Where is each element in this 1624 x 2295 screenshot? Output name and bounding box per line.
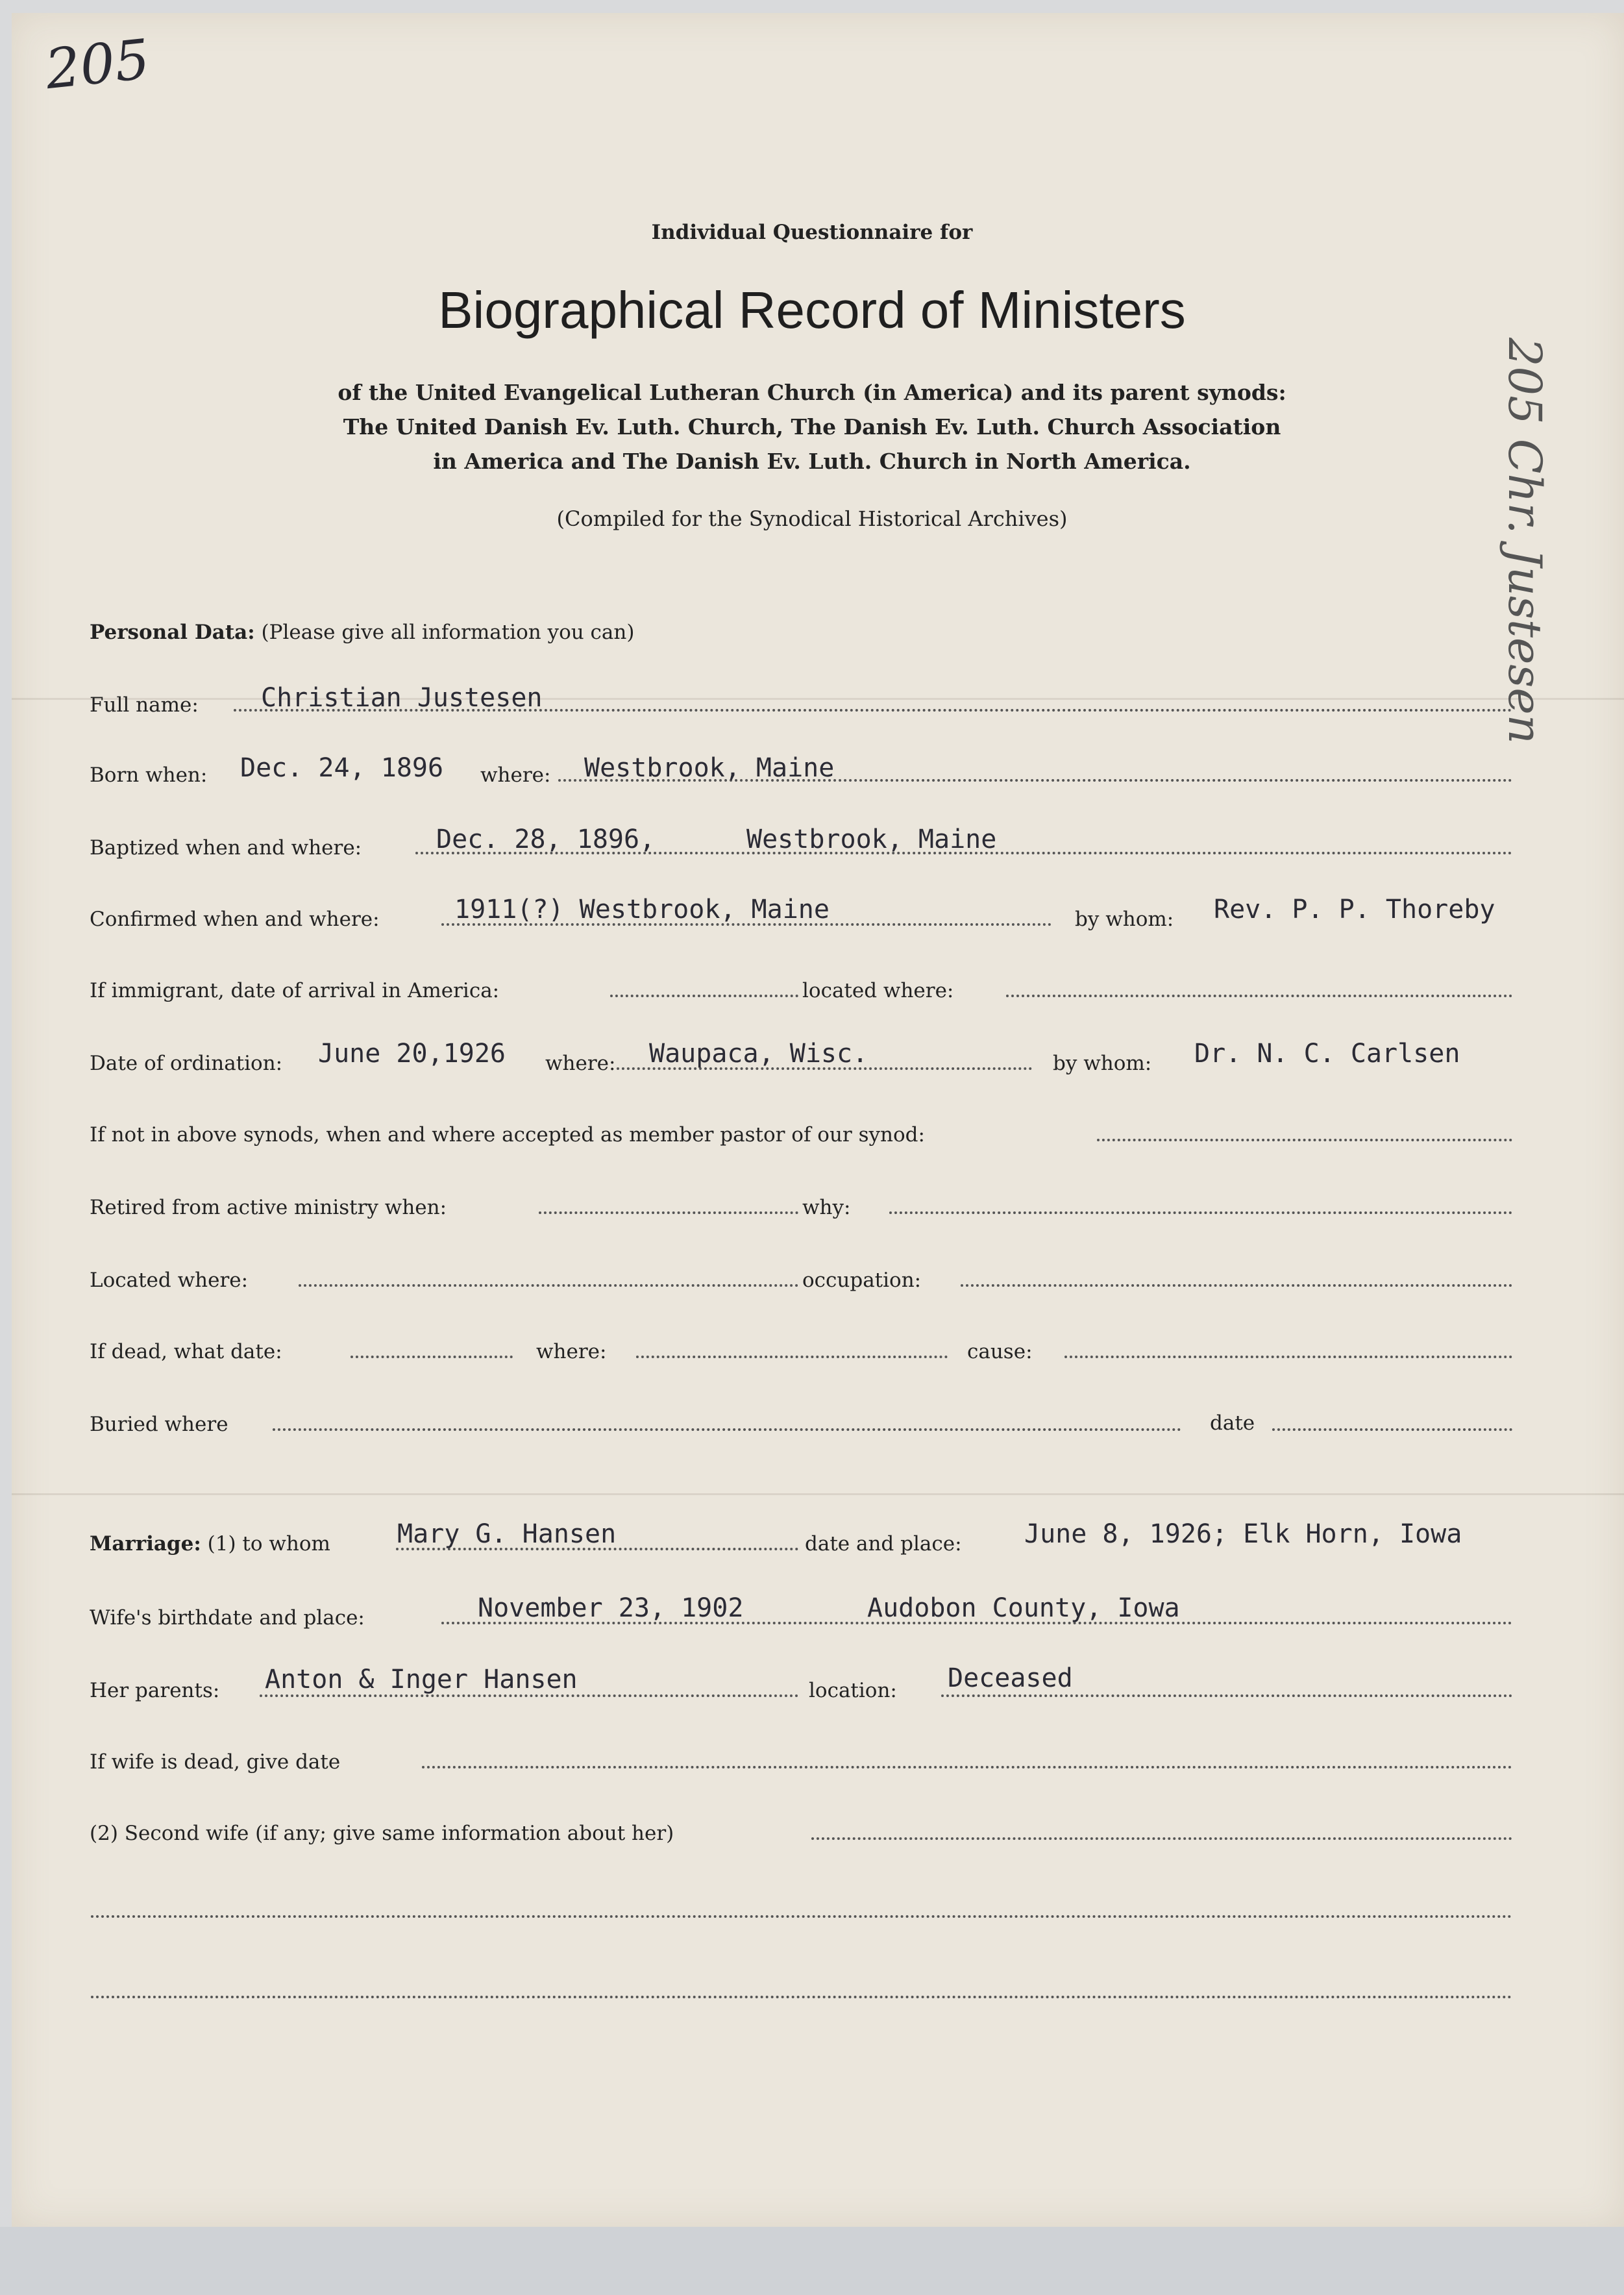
baptized-where-field[interactable]: Westbrook, Maine (746, 825, 997, 854)
second-wife-line[interactable] (91, 1996, 1512, 1998)
date-place-field[interactable]: June 8, 1926; Elk Horn, Iowa (1024, 1519, 1462, 1549)
retired-when-line[interactable] (539, 1211, 798, 1214)
section-title: Personal Data: (90, 621, 255, 644)
scan-background (0, 2227, 1624, 2295)
immigrant-located-line[interactable] (1006, 995, 1512, 997)
ordination-by-field[interactable]: Dr. N. C. Carlsen (1194, 1039, 1460, 1069)
marriage-heading (90, 1532, 330, 1556)
location-label: location: (809, 1679, 897, 1702)
location-field[interactable]: Deceased (948, 1663, 1073, 1693)
parents-field[interactable]: Anton & Inger Hansen (265, 1665, 578, 1694)
page-fold (12, 1493, 1624, 1495)
synods-line: in America and The Danish Ev. Luth. Church in North America. (433, 449, 1191, 474)
handwritten-side-note: 205 Chr. Justesen (1498, 338, 1551, 744)
dead-label: If dead, what date: (90, 1340, 282, 1363)
buried-label: Buried where (90, 1413, 228, 1436)
born-date-field[interactable]: Dec. 24, 1896 (240, 753, 444, 783)
buried-where-line[interactable] (273, 1428, 1181, 1431)
confirmed-by-field[interactable]: Rev. P. P. Thoreby (1214, 895, 1495, 924)
personal-data-heading (90, 621, 634, 644)
born-where-field[interactable]: Westbrook, Maine (584, 753, 835, 783)
synods-line: of the United Evangelical Lutheran Church (in America) and its parent synods: (338, 380, 1286, 405)
baptized-date-field[interactable]: Dec. 28, 1896, (436, 825, 656, 854)
occupation-line[interactable] (961, 1284, 1512, 1287)
ordination-label: Date of ordination: (90, 1052, 283, 1075)
confirmed-label: Confirmed when and where: (90, 908, 380, 931)
synods-description (0, 375, 1624, 478)
wife-birth-place-field[interactable]: Audobon County, Iowa (867, 1593, 1180, 1623)
dead-cause-line[interactable] (1064, 1356, 1512, 1358)
occupation-label: occupation: (802, 1269, 922, 1292)
ordination-by-label: by whom: (1053, 1052, 1152, 1075)
to-whom-field[interactable]: Mary G. Hansen (397, 1519, 617, 1549)
dead-cause-label: cause: (967, 1340, 1033, 1363)
full-name-field[interactable]: Christian Justesen (261, 683, 543, 713)
form-subtitle: Individual Questionnaire for (651, 221, 973, 244)
ordination-date-field[interactable]: June 20,1926 (318, 1039, 506, 1069)
born-label: Born when: (90, 763, 208, 787)
handwritten-page-number: 205 (42, 27, 153, 102)
dead-date-line[interactable] (351, 1356, 513, 1358)
accepted-label: If not in above synods, when and where accepted as member pastor of our synod: (90, 1123, 925, 1147)
section-title: Marriage: (90, 1532, 201, 1556)
dead-where-label: where: (536, 1340, 607, 1363)
located-line[interactable] (299, 1284, 798, 1287)
section-note: (Please give all information you can) (261, 621, 635, 644)
confirmed-field[interactable]: 1911(?) Westbrook, Maine (454, 895, 830, 924)
baptized-label: Baptized when and where: (90, 836, 362, 860)
immigrant-date-line[interactable] (610, 995, 798, 997)
form-page (12, 13, 1624, 2227)
born-where-label: where: (480, 763, 551, 787)
to-whom-label: (1) to whom (207, 1532, 330, 1556)
synods-line: The United Danish Ev. Luth. Church, The Danish Ev. Luth. Church Association (343, 414, 1281, 440)
compiled-note: (Compiled for the Synodical Historical Archives) (556, 506, 1068, 531)
ordination-where-field[interactable]: Waupaca, Wisc. (649, 1039, 868, 1069)
parents-label: Her parents: (90, 1679, 220, 1702)
wife-dead-line[interactable] (422, 1766, 1512, 1768)
full-name-label: Full name: (90, 693, 199, 717)
date-place-label: date and place: (805, 1532, 962, 1556)
wife-dead-label: If wife is dead, give date (90, 1750, 341, 1774)
buried-date-line[interactable] (1272, 1428, 1512, 1431)
dead-where-line[interactable] (636, 1356, 948, 1358)
ordination-where-label: where: (545, 1052, 616, 1075)
second-wife-line[interactable] (811, 1837, 1512, 1840)
immigrant-label: If immigrant, date of arrival in America: (90, 979, 500, 1002)
location-line (941, 1694, 1512, 1697)
retired-why-line[interactable] (889, 1211, 1512, 1214)
buried-date-label: date (1210, 1411, 1255, 1435)
wife-birth-date-field[interactable]: November 23, 1902 (478, 1593, 744, 1623)
page-fold (12, 698, 1624, 700)
retired-label: Retired from active ministry when: (90, 1196, 447, 1219)
form-title: Biographical Record of Ministers (438, 281, 1186, 339)
second-wife-label: (2) Second wife (if any; give same information about her) (90, 1822, 674, 1845)
located-label: Located where: (90, 1269, 249, 1292)
second-wife-line[interactable] (91, 1915, 1512, 1918)
accepted-line[interactable] (1097, 1139, 1512, 1141)
parents-line (260, 1694, 798, 1697)
wife-birth-label: Wife's birthdate and place: (90, 1606, 365, 1630)
immigrant-located-label: located where: (802, 979, 954, 1002)
confirmed-by-label: by whom: (1075, 908, 1174, 931)
retired-why-label: why: (802, 1196, 851, 1219)
